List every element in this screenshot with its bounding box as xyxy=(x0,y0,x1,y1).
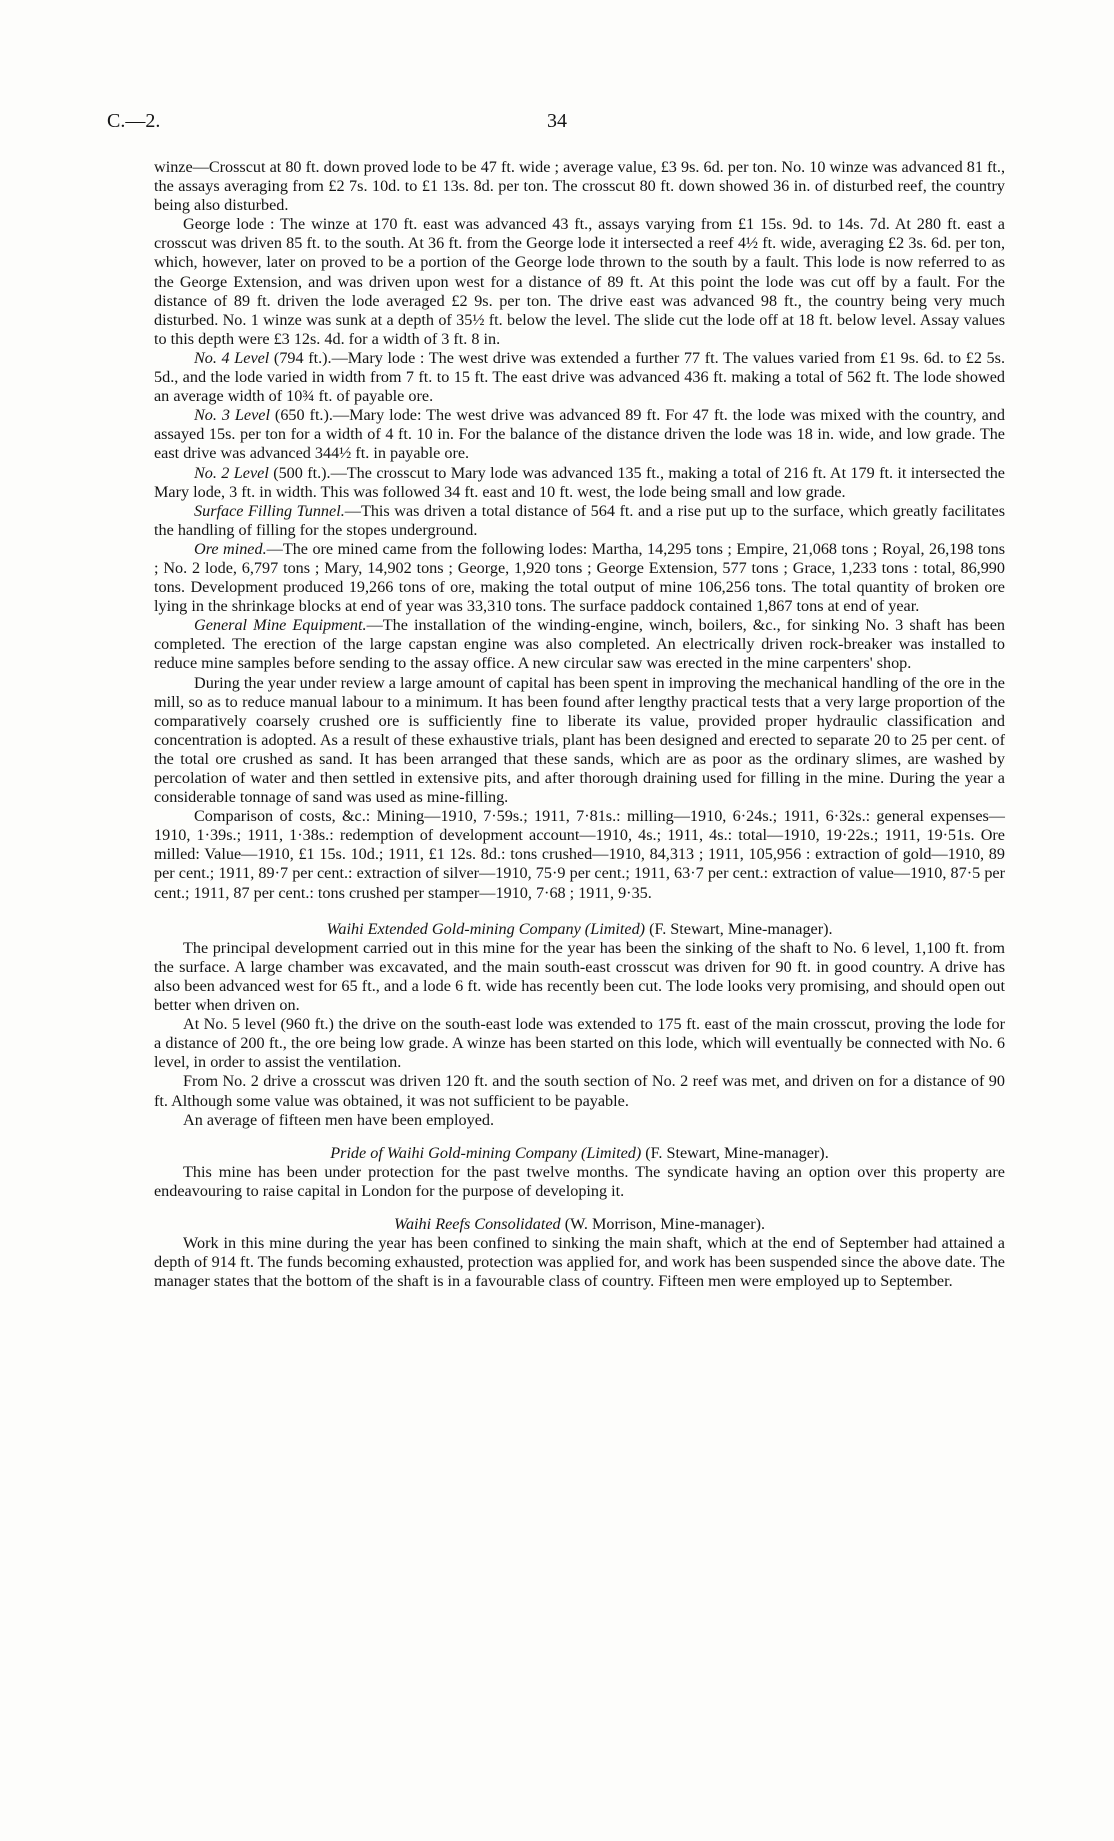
paragraph: Work in this mine during the year has been confined to sinking the main shaft, which at the end of September had attained a depth of 914 ft. The funds becoming exhausted, protection was applied for, and work has been suspended since the above date. The manager states that the bottom of the shaft is in a favourable class of country. Fifteen men were employed up to September. xyxy=(154,1234,1005,1291)
paragraph xyxy=(154,464,1005,502)
paragraph: During the year under review a large amount of capital has been spent in improving the mechanical handling of the ore in the mill, so as to reduce manual labour to a minimum. It has been found after lengthy practical tests that a very large proportion of the comparatively coarsely crushed ore is sufficiently fine to liberate its value, provided proper hydraulic classification and concentration is adopted. As a result of these exhaustive trials, plant has been designed and erected to separate 20 to 25 per cent. of the total ore crushed as sand. It has been arranged that these sands, which are as poor as the ordinary slimes, are washed by percolation of water and then settled in extensive pits, and after thorough draining used for filling in the mine. During the year a considerable tonnage of sand was used as mine-filling. xyxy=(154,673,1005,807)
manager-name: (F. Stewart, Mine-manager). xyxy=(645,919,833,938)
paragraph xyxy=(154,502,1005,540)
paragraph-lead: Surface Filling Tunnel. xyxy=(194,501,345,520)
section-heading xyxy=(154,920,1005,939)
paragraph xyxy=(154,349,1005,406)
section-heading xyxy=(154,1144,1005,1163)
company-name: Waihi Reefs Consolidated xyxy=(393,1214,561,1233)
paragraph xyxy=(154,406,1005,463)
company-name: Pride of Waihi Gold-mining Company (Limited) xyxy=(330,1143,642,1162)
paragraph-text: (500 ft.).—The crosscut to Mary lode was advanced 135 ft., making a total of 216 ft. At 179 ft. it intersected the Mary lode, 3 ft. in width. This was followed 34 ft. east and 10 ft. west, the lode being small and low grade. xyxy=(154,463,1005,501)
paragraph xyxy=(154,540,1005,616)
paragraph xyxy=(154,616,1005,673)
paragraph: At No. 5 level (960 ft.) the drive on the south-east lode was extended to 175 ft. east of the main crosscut, proving the lode for a distance of 200 ft., the ore being low grade. A winze has been started on this lode, which will eventually be connected with No. 6 level, in order to assist the ventilation. xyxy=(154,1015,1005,1072)
paragraph: winze—Crosscut at 80 ft. down proved lode to be 47 ft. wide ; average value, £3 9s. 6d. per ton. No. 10 winze was advanced 81 ft., the assays averaging from £2 7s. 10d. to £1 13s. 8d. per ton. The crosscut 80 ft. down showed 36 in. of disturbed reef, the country being also disturbed. xyxy=(154,158,1005,215)
document-reference: C.—2. xyxy=(107,110,161,132)
paragraph-lead: No. 3 Level xyxy=(194,406,270,425)
paragraph-text: —The ore mined came from the following lodes: Martha, 14,295 tons ; Empire, 21,068 tons ; Royal, 26,198 tons ; No. 2 lode, 6,797 tons ; Mary, 14,902 tons ; George, 1,920 tons ; George Extension, 577 tons ; Grace, 1,233 tons : total, 86,990 tons. Development produced 19,266 tons of ore, making the total output of mine 106,256 tons. The total quantity of broken ore lying in the shrinkage blocks at end of year was 33,310 tons. The surface paddock contained 1,867 tons at end of year. xyxy=(154,539,1005,616)
paragraph: This mine has been under protection for the past twelve months. The syndicate having an option over this property are endeavouring to raise capital in London for the purpose of developing it. xyxy=(154,1162,1005,1200)
paragraph-lead: General Mine Equipment. xyxy=(194,616,367,635)
paragraph-text: (794 ft.).—Mary lode : The west drive was extended a further 77 ft. The values varied from £1 9s. 6d. to £2 5s. 5d., and the lode varied in width from 7 ft. to 15 ft. The east drive was advanced 436 ft. making a total of 562 ft. The lode showed an average width of 10¾ ft. of payable ore. xyxy=(154,348,1005,406)
paragraph-text: (650 ft.).—Mary lode: The west drive was advanced 89 ft. For 47 ft. the lode was mixed with the country, and assayed 15s. per ton for a width of 4 ft. 10 in. For the balance of the distance driven the lode was 18 in. wide, and low grade. The east drive was advanced 344½ ft. in payable ore. xyxy=(154,406,1005,463)
paragraph: The principal development carried out in this mine for the year has been the sinking of the shaft to No. 6 level, 1,100 ft. from the surface. A large chamber was excavated, and the main south-east crosscut was driven for 90 ft. in good country. A drive has also been advanced west for 65 ft., and a lode 6 ft. wide has recently been cut. The lode looks very promising, and should open out better when driven on. xyxy=(154,938,1005,1015)
section-heading xyxy=(154,1215,1005,1234)
paragraph: An average of fifteen men have been employed. xyxy=(183,1110,495,1129)
paragraph-text: —The installation of the winding-engine, winch, boilers, &c., for sinking No. 3 shaft has been completed. The erection of the large capstan engine was also completed. An electrically driven rock-breaker was installed to reduce mine samples before sending to the assay office. A new circular saw was erected in the mine carpenters' shop. xyxy=(154,616,1005,673)
paragraph: George lode : The winze at 170 ft. east was advanced 43 ft., assays varying from £1 15s. 9d. to 14s. 7d. At 280 ft. east a crosscut was driven 85 ft. to the south. At 36 ft. from the George lode it intersected a reef 4½ ft. wide, averaging £2 3s. 6d. per ton, which, however, later on proved to be a portion of the George lode thrown to the south by a fault. This lode is now referred to as the George Extension, and was driven upon west for a distance of 89 ft. At this point the lode was cut off by a fault. For the distance of 89 ft. driven the lode averaged £2 9s. per ton. The drive east was advanced 98 ft., the country being very much disturbed. No. 1 winze was sunk at a depth of 35½ ft. below the level. The slide cut the lode off at 18 ft. below level. Assay values to this depth were £3 12s. 4d. for a width of 3 ft. 8 in. xyxy=(154,215,1005,348)
page-number: 34 xyxy=(547,110,567,132)
paragraph-lead: No. 2 Level xyxy=(194,463,269,482)
paragraph-text: —This was driven a total distance of 564 ft. and a rise put up to the surface, which greatly facilitates the handling of filling for the stopes underground. xyxy=(154,501,1005,539)
paragraph: Comparison of costs, &c.: Mining—1910, 7·59s.; 1911, 7·81s.: milling—1910, 6·24s.; 1911, 6·32s.: general expenses—1910, 1·39s.; 1911, 1·38s.: redemption of development account—1910, 4s.; 1911, 4s.: total—1910, 19·22s.; 1911, 19·51s. Ore milled: Value—1910, £1 15s. 10d.; 1911, £1 12s. 8d.: tons crushed—1910, 84,313 ; 1911, 105,956 : extraction of gold—1910, 89 per cent.; 1911, 89·7 per cent.: extraction of silver—1910, 75·9 per cent.; 1911, 63·7 per cent.: extraction of value—1910, 87·5 per cent.; 1911, 87 per cent.: tons crushed per stamper—1910, 7·68 ; 1911, 9·35. xyxy=(154,807,1005,902)
paragraph-lead: No. 4 Level xyxy=(194,348,270,367)
paragraph: From No. 2 drive a crosscut was driven 120 ft. and the south section of No. 2 reef was met, and driven on for a distance of 90 ft. Although some value was obtained, it was not sufficient to be payable. xyxy=(154,1072,1005,1110)
document-body xyxy=(154,158,1005,1291)
page-header xyxy=(107,110,1007,134)
manager-name: (F. Stewart, Mine-manager). xyxy=(641,1143,829,1162)
paragraph-lead: Ore mined. xyxy=(194,539,267,558)
company-name: Waihi Extended Gold-mining Company (Limited) xyxy=(326,919,646,938)
manager-name: (W. Morrison, Mine-manager). xyxy=(560,1214,766,1233)
